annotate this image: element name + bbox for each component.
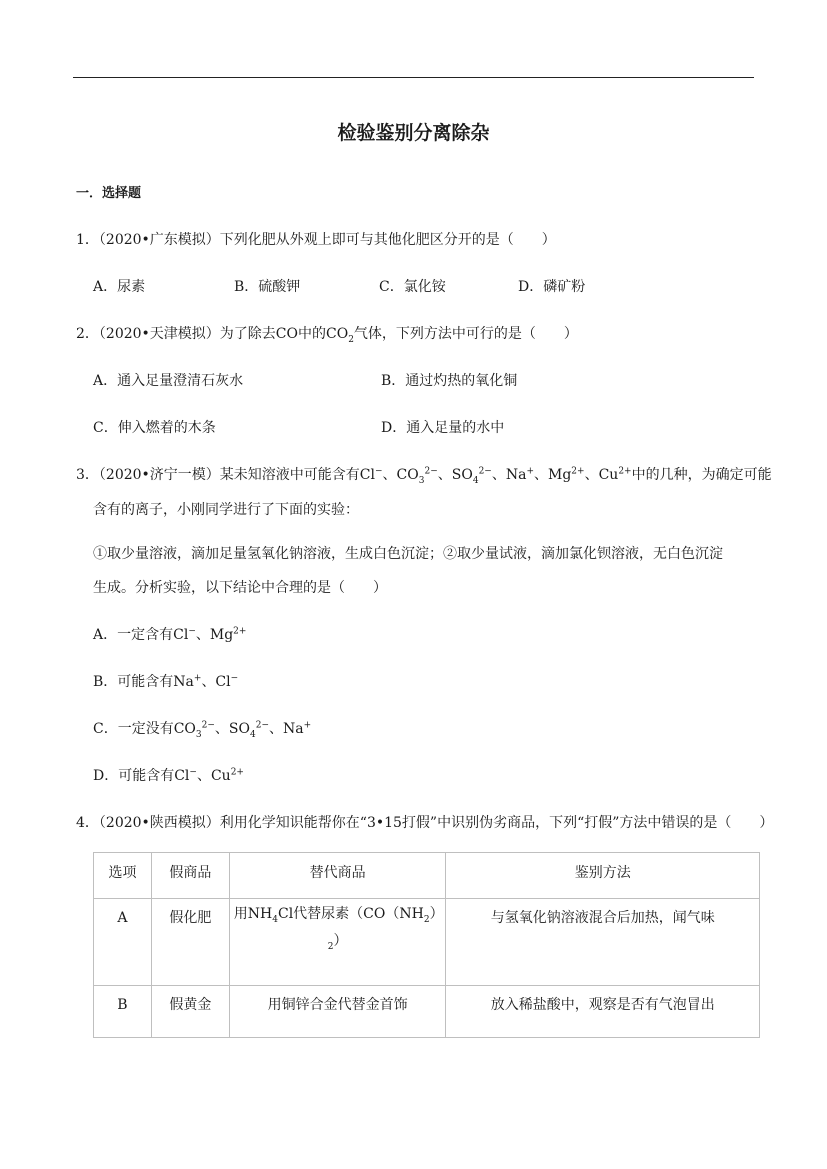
q1-option-c: C．氯化铵 (379, 279, 446, 295)
header-substitute: 替代商品 (229, 853, 446, 899)
row-a-fake: 假化肥 (151, 899, 229, 986)
q3-option-d: D．可能含有Cl−、$Cu^{2+}$ (93, 767, 244, 784)
header-option: 选项 (94, 853, 152, 899)
q4-table (93, 852, 760, 1038)
q1-option-d: D．磷矿粉 (518, 279, 586, 295)
q3-stem: 3．（2020•济宁一模）某未知溶液中可能含有Cl−、$CO_3^{2-}$、$SO_4^{2-}$、Na+、$Mg^{2+}$、$Cu^{2+}$中的几种，为确定可能 (76, 466, 772, 486)
q1-option-a: A．尿素 (93, 279, 146, 295)
q2-option-d: D．通入足量的水中 (381, 420, 505, 436)
page-title: 检验鉴别分离除杂 (337, 122, 490, 144)
row-b-option: B (94, 986, 152, 1038)
q2-option-a: A．通入足量澄清石灰水 (93, 373, 244, 389)
q1-option-b: B．硫酸钾 (234, 279, 301, 295)
q1-stem: 1．（2020•广东模拟）下列化肥从外观上即可与其他化肥区分开的是（ ） (76, 232, 556, 248)
q3-experiment-line2: 生成。分析实验，以下结论中合理的是（ ） (93, 580, 387, 596)
q3-option-b: B．可能含有Na+、Cl− (93, 673, 239, 690)
row-b-substitute: 用铜锌合金代替金首饰 (229, 986, 446, 1038)
header-rule (73, 77, 754, 78)
row-a-method: 与氢氧化钠溶液混合后加热，闻气味 (446, 899, 760, 986)
table-row (94, 899, 760, 986)
row-a-option: A (94, 899, 152, 986)
section-heading: 一．选择题 (76, 186, 142, 201)
q3-option-a: A．一定含有Cl−、$Mg^{2+}$ (93, 626, 247, 643)
q3-experiment-line1: ①取少量溶液，滴加足量氢氧化钠溶液，生成白色沉淀；②取少量试液，滴加氯化钡溶液，无白色沉淀 (93, 546, 723, 562)
row-b-fake: 假黄金 (151, 986, 229, 1038)
q2-option-c: C．伸入燃着的木条 (93, 420, 216, 436)
row-b-method: 放入稀盐酸中，观察是否有气泡冒出 (446, 986, 760, 1038)
q3-option-c: C．一定没有$CO_3^{2-}$、$SO_4^{2-}$、Na+ (93, 720, 312, 740)
header-fake-product: 假商品 (151, 853, 229, 899)
table-row (94, 986, 760, 1038)
header-method: 鉴别方法 (446, 853, 760, 899)
q3-stem-line2: 含有的离子，小刚同学进行了下面的实验： (93, 502, 359, 518)
row-a-substitute: 用$NH_4Cl$代替尿素（$CO(NH_2)$ $_2$） (229, 899, 446, 986)
table-header-row (94, 853, 760, 899)
q2-option-b: B．通过灼热的氧化铜 (381, 373, 518, 389)
q2-stem: 2．（2020•天津模拟）为了除去CO中的$CO_2$气体，下列方法中可行的是（ ） (76, 326, 578, 345)
q4-stem: 4．（2020•陕西模拟）利用化学知识能帮你在“3•15打假”中识别伪劣商品，下列“打假”方法中错误的是（ ） (76, 815, 774, 831)
